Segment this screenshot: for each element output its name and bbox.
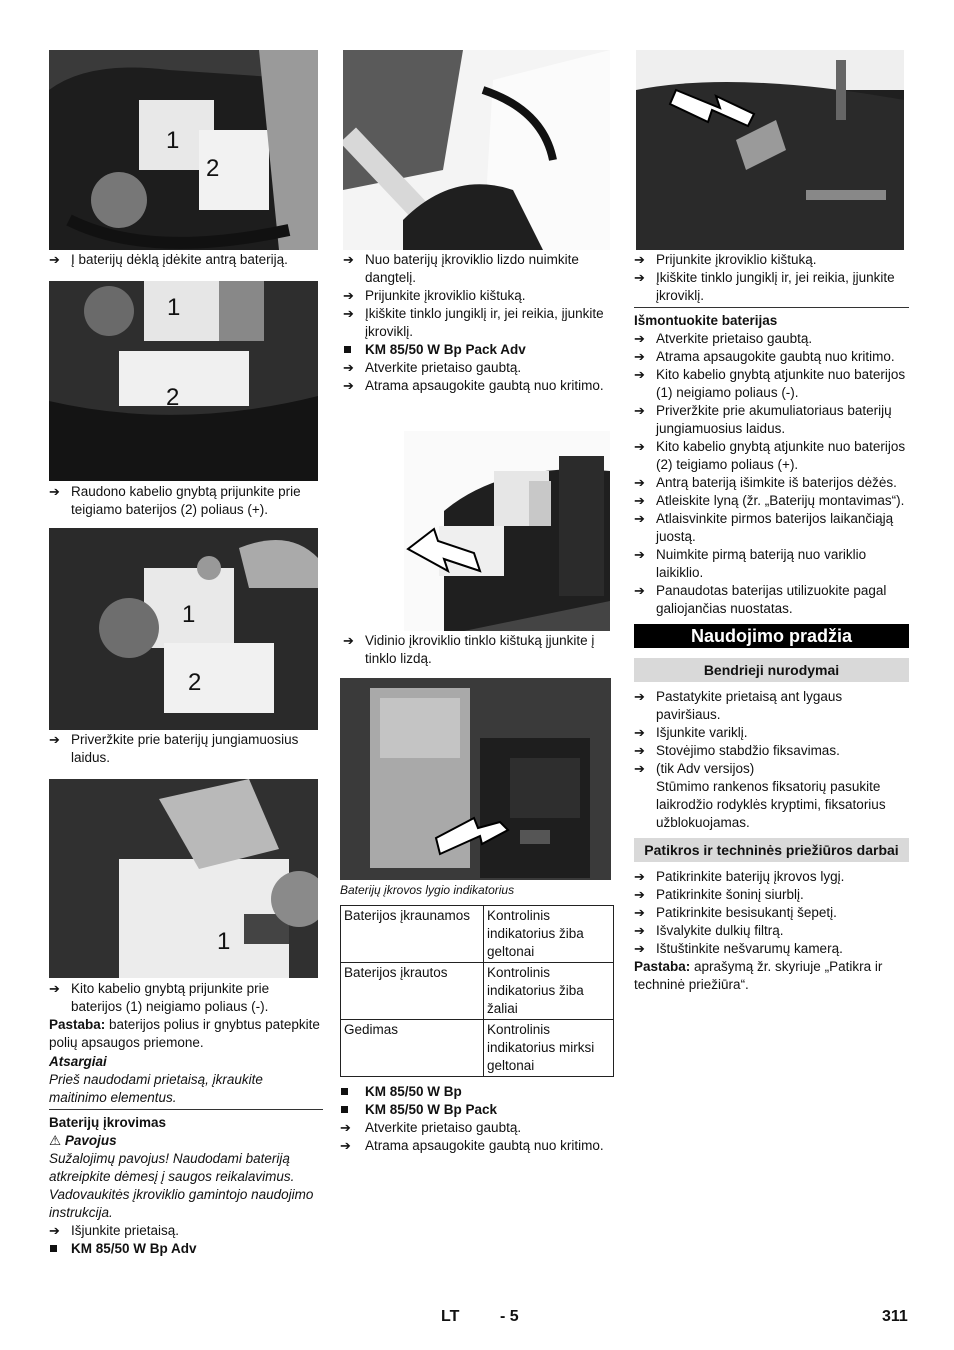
photo-label-1: 1 <box>166 127 180 154</box>
photo-red-cable <box>49 281 318 481</box>
danger-text: Sužalojimų pavojus! Naudodami bateriją atkreipkite dėmesį į saugos reikalavimus. Vadovaukitės įkroviklio gamintojo naudojimo instrukcija. <box>49 1151 314 1220</box>
table-row <box>341 906 614 963</box>
indicator-table <box>340 905 614 1077</box>
table-cell: Kontrolinis indikatorius žiba žaliai <box>484 963 614 1020</box>
table-cell: Kontrolinis indikatorius mirksi geltonai <box>484 1020 614 1077</box>
dismount-step: ➔ Kito kabelio gnybtą atjunkite nuo baterijos (1) neigiamo poliaus (-). <box>634 366 909 402</box>
column-2-text-b <box>343 632 613 668</box>
step-connect-plug: ➔ Prijunkite įkroviklio kištuką. <box>343 287 613 305</box>
step-connect-plug-3: ➔ Prijunkite įkroviklio kištuką. <box>634 251 909 269</box>
photo-label-1: 1 <box>182 601 196 628</box>
dismount-step: ➔ Atverkite prietaiso gaubtą. <box>634 330 909 348</box>
general-step: ➔ Pastatykite prietaisą ant lygaus paviršiaus. <box>634 688 909 724</box>
model-pack-adv: KM 85/50 W Bp Pack Adv <box>343 341 613 359</box>
table-row <box>341 963 614 1020</box>
step-insert-second-battery: ➔ Į baterijų dėklą įdėkite antrą bateriją. <box>49 251 323 269</box>
table-cell: Baterijos įkrautos <box>341 963 484 1020</box>
note-text: baterijos polius ir gnybtus patepkite polių apsaugos priemone. <box>49 1017 320 1050</box>
step-insert-switch: ➔ Įkiškite tinklo jungiklį ir, jei reikia, įjunkite įkroviklį. <box>343 305 613 341</box>
photo-label-1: 1 <box>217 928 231 955</box>
photo-label-2: 2 <box>188 669 202 696</box>
dismount-step: ➔ Atleiskite lyną (žr. „Baterijų montavimas“). <box>634 492 909 510</box>
step-secure-cover-2: ➔ Atrama apsaugokite gaubtą nuo kritimo. <box>340 1137 614 1155</box>
charging-heading: Baterijų įkrovimas <box>49 1115 167 1130</box>
maintenance-step: ➔ Patikrinkite šoninį siurblį. <box>634 886 909 904</box>
maintenance-step: ➔ Patikrinkite besisukantį šepetį. <box>634 904 909 922</box>
column-1-text-b <box>49 483 323 519</box>
step-insert-switch-3: ➔ Įkiškite tinklo jungiklį ir, jei reikia, įjunkite įkroviklį. <box>634 269 909 305</box>
note-3 <box>634 958 909 994</box>
photo-charger-plug-col3 <box>636 50 904 250</box>
note-text: aprašymą žr. skyriuje „Patikra ir techninė priežiūra“. <box>634 959 883 992</box>
step-open-cover: ➔ Atverkite prietaiso gaubtą. <box>343 359 613 377</box>
photo-charge-indicator <box>340 678 611 880</box>
dismount-step: ➔ Antrą bateriją išimkite iš baterijos dėžės. <box>634 474 909 492</box>
dismount-step: ➔ Atlaisvinkite pirmos baterijos laikančiąją juostą. <box>634 510 909 546</box>
step-switch-off: ➔ Išjunkite prietaisą. <box>49 1222 323 1240</box>
table-cell: Kontrolinis indikatorius žiba geltonai <box>484 906 614 963</box>
step-remove-cap: ➔ Nuo baterijų įkroviklio lizdo nuimkite dangtelį. <box>343 251 613 287</box>
figure-caption: Baterijų įkrovos lygio indikatorius <box>340 883 515 897</box>
dismount-heading: Išmontuokite baterijas <box>634 313 778 328</box>
table-cell: Baterijos įkraunamos <box>341 906 484 963</box>
model-bp: KM 85/50 W Bp <box>340 1083 614 1101</box>
divider <box>49 1109 323 1110</box>
column-1-text-c <box>49 731 323 767</box>
photo-label-2: 2 <box>166 384 180 411</box>
photo-negative-cable <box>49 779 318 978</box>
step-open-cover-2: ➔ Atverkite prietaiso gaubtą. <box>340 1119 614 1137</box>
dismount-step: ➔ Kito kabelio gnybtą atjunkite nuo baterijos (2) teigiamo poliaus (+). <box>634 438 909 474</box>
note <box>49 1016 323 1052</box>
general-heading: Bendrieji nurodymai <box>634 658 909 682</box>
general-step: ➔ (tik Adv versijos) <box>634 760 909 778</box>
general-step: ➔ Stovėjimo stabdžio fiksavimas. <box>634 742 909 760</box>
dismount-step: ➔ Nuimkite pirmą bateriją nuo variklio laikiklio. <box>634 546 909 582</box>
page-number: 311 <box>882 1308 908 1325</box>
step-plug-in-internal: ➔ Vidinio įkroviklio tinklo kištuką įjunkite į tinklo lizdą. <box>343 632 613 668</box>
dismount-step: ➔ Panaudotas baterijas utilizuokite pagal galiojančias nuostatas. <box>634 582 909 618</box>
column-1-text <box>49 251 323 269</box>
photo-charger-plug-arrow <box>404 431 610 631</box>
model-adv: KM 85/50 W Bp Adv <box>49 1240 323 1258</box>
photo-battery-insert <box>49 50 318 250</box>
note-label: Pastaba: <box>634 959 691 974</box>
caution-text: Prieš naudodami prietaisą, įkraukite maitinimo elementus. <box>49 1072 263 1105</box>
divider <box>634 307 909 308</box>
step-tighten-cables: ➔ Priveržkite prie baterijų jungiamuosius laidus. <box>49 731 323 767</box>
photo-label-1: 1 <box>167 294 181 321</box>
dismount-step: ➔ Priveržkite prie akumuliatoriaus baterijų jungiamuosius laidus. <box>634 402 909 438</box>
column-2-text-c <box>340 881 614 1155</box>
column-1-text-d <box>49 980 323 1258</box>
column-2-text <box>343 251 613 395</box>
dismount-step: ➔ Atrama apsaugokite gaubtą nuo kritimo. <box>634 348 909 366</box>
step-negative-cable: ➔ Kito kabelio gnybtą prijunkite prie baterijos (1) neigiamo poliaus (-). <box>49 980 323 1016</box>
model-bp-pack: KM 85/50 W Bp Pack <box>340 1101 614 1119</box>
footer-section: - 5 <box>500 1308 519 1325</box>
table-row <box>341 1020 614 1077</box>
photo-label-2: 2 <box>206 155 220 182</box>
caution-title: Atsargiai <box>49 1054 107 1069</box>
maintenance-step: ➔ Išvalykite dulkių filtrą. <box>634 922 909 940</box>
general-step-detail: Stūmimo rankenos fiksatorių pasukite laikrodžio rodyklės kryptimi, fiksatorius užblokuojamas. <box>656 779 886 830</box>
danger-header <box>49 1132 323 1150</box>
step-secure-cover: ➔ Atrama apsaugokite gaubtą nuo kritimo. <box>343 377 613 395</box>
maintenance-heading: Patikros ir techninės priežiūros darbai <box>634 838 909 862</box>
photo-charger-socket <box>343 50 610 250</box>
maintenance-step: ➔ Patikrinkite baterijų įkrovos lygį. <box>634 868 909 886</box>
column-3-text <box>634 251 909 994</box>
section-title: Naudojimo pradžia <box>634 624 909 648</box>
footer-language: LT <box>441 1308 460 1325</box>
note-label: Pastaba: <box>49 1017 106 1032</box>
warning-icon: ⚠ <box>49 1133 62 1148</box>
table-cell: Gedimas <box>341 1020 484 1077</box>
step-red-cable: ➔ Raudono kabelio gnybtą prijunkite prie teigiamo baterijos (2) poliaus (+). <box>49 483 323 519</box>
general-step: ➔ Išjunkite variklį. <box>634 724 909 742</box>
danger-title: Pavojus <box>64 1133 117 1148</box>
maintenance-step: ➔ Ištuštinkite nešvarumų kamerą. <box>634 940 909 958</box>
photo-connect-cables <box>49 528 318 730</box>
